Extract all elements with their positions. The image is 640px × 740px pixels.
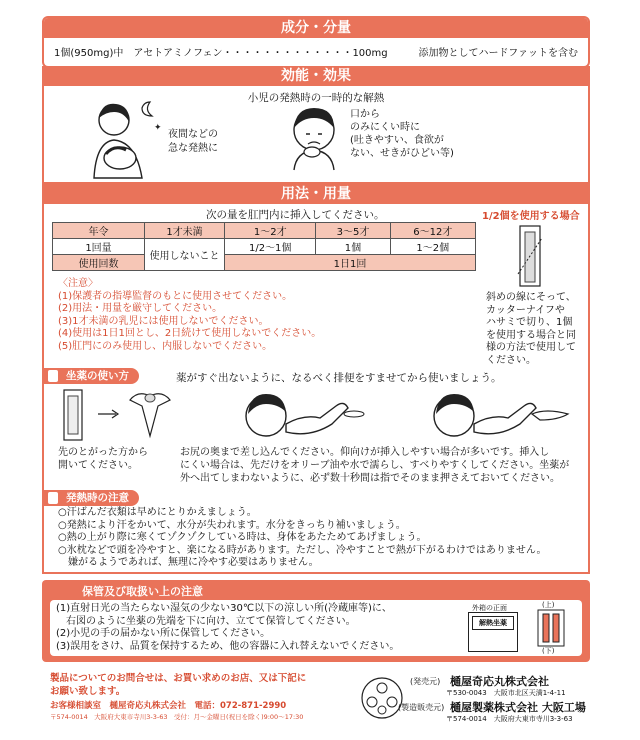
- case2-text: 口から のみにくい時に (吐きやすい、食欲が ない、せきがひどい等): [350, 109, 454, 159]
- fever-notes: ○汗ばんだ衣類は早めにとりかえましょう。 ○発熱により汗をかいて、水分が失われます。水分をきっちり補いましょう。 ○熱の上がり際に寒くてゾクゾクしている時は、身体をあたためてあげましょう。 ○氷枕などで頭を冷やすと、楽になる時があります。ただし、冷やすことで熱が下がるわけではありません。 嫌がるようであれば、無理に冷やす必要はありません。: [58, 507, 547, 568]
- efficacy-header: 効能・効果: [44, 66, 588, 86]
- down-label: (下): [542, 647, 555, 655]
- insert-illustration-1: [240, 384, 370, 440]
- storage-header: 保管及び取扱い上の注意: [82, 585, 203, 598]
- ingredients-panel: [42, 16, 590, 68]
- contact-line: お客様相談室 樋屋奇応丸株式会社 電話：072-871-2990: [50, 701, 287, 711]
- insert-illustration-2: [428, 384, 578, 440]
- usage-notes: 〈注意〉 (1)保護者の指導監督のもとに使用させてください。 (2)用法・用量を厳守してください。 (3)1才未満の乳児には使用しないでください。 (4)使用は1日1回とし、2日続けて使用しないでください。 (5)肛門にのみ使用し、内服しないでください。: [58, 278, 322, 352]
- maker-name: 樋屋製薬株式会社 大阪工場: [450, 701, 586, 714]
- seller-role: (発売元): [410, 677, 441, 686]
- seller-address: 〒530-0043 大阪市北区天満1-4-11: [446, 689, 566, 697]
- usage-header: 用法・用量: [44, 184, 588, 204]
- insert-text: お尻の奥まで差し込んでください。仰向けが挿入しやすい場合が多いです。挿入し にくい場合は、先だけをオリーブ油や水で濡らし、すべりやすくしてください。坐薬が 外へ出てしまわないように、必ず数十秒間は指でそのまま押さえておいてください。: [180, 447, 570, 484]
- ingredients-header: 成分・分量: [44, 18, 588, 38]
- box-front-text: 解熱坐薬: [472, 616, 514, 630]
- efficacy-panel: [42, 66, 590, 184]
- mother-child-illustration: [84, 98, 168, 180]
- half-text: 斜めの線にそって、 カッターナイフや ハサミで切り、1個 を使用する場合と同 様の方法で使用して ください。: [486, 292, 576, 366]
- storage-panel: [42, 580, 590, 662]
- up-label: (上): [542, 601, 555, 609]
- contact-address: 〒574-0014 大阪府大東市寺川3-3-63 受付：月〜金曜日(祝日を除く)9:00〜17:30: [50, 713, 304, 721]
- case1-text: 夜間などの 急な発熱に: [168, 129, 218, 154]
- open-suppository-illustration: [58, 386, 198, 446]
- suppository-cut-illustration: [516, 224, 546, 288]
- howto-tag: 坐薬の使い方: [44, 368, 139, 384]
- usage-panel: [42, 184, 590, 574]
- box-front: [468, 612, 518, 652]
- maker-role: (製造販売元): [398, 703, 445, 712]
- fever-tag: 発熱時の注意: [44, 490, 139, 506]
- dosage-table: [52, 222, 476, 271]
- maker-address: 〒574-0014 大阪府大東市寺川3-3-63: [446, 715, 573, 723]
- efficacy-subtitle: 小児の発熱時の一時的な解熱: [247, 92, 385, 104]
- ingredients-line: 1個(950mg)中 アセトアミノフェン・・・・・・・・・・・・・100mg: [54, 48, 388, 59]
- svg-text:✦: ✦: [154, 123, 162, 133]
- upright-suppository-icon: [536, 609, 566, 647]
- box-label: 外箱の正面: [472, 604, 507, 612]
- howto-lead: 薬がすぐ出ないように、なるべく排便をすませてから使いましょう。: [176, 372, 502, 384]
- table-row: 使用回数 1日1回: [53, 255, 476, 271]
- sick-child-illustration: [282, 102, 346, 172]
- company-seal-logo: [360, 676, 404, 720]
- open-text: 先のとがった方から 開いてください。: [58, 447, 148, 471]
- seller-name: 樋屋奇応丸株式会社: [450, 675, 549, 688]
- usage-instruction: 次の量を肛門内に挿入してください。: [206, 209, 385, 221]
- additive-text: 添加物としてハードファットを含む: [418, 48, 578, 59]
- table-row: 年令 1才未満 1〜2才 3〜5才 6〜12才: [53, 223, 476, 239]
- storage-notes: (1)直射日光の当たらない湿気の少ない30℃以下の涼しい所(冷蔵庫等)に、 右図のように坐薬の先端を下に向け、立てて保管してください。 (2)小児の手の届かない所に保管してください。 (3)誤用をさけ、品質を保持するため、他の容器に入れ替えないでください。: [56, 603, 400, 652]
- table-row: 1回量 使用しないこと 1/2〜1個 1個 1〜2個: [53, 239, 476, 255]
- inquiry-text: 製品についてのお問合せは、お買い求めのお店、又は下記に お願い致します。: [50, 673, 307, 697]
- half-title: 1/2個を使用する場合: [482, 211, 580, 222]
